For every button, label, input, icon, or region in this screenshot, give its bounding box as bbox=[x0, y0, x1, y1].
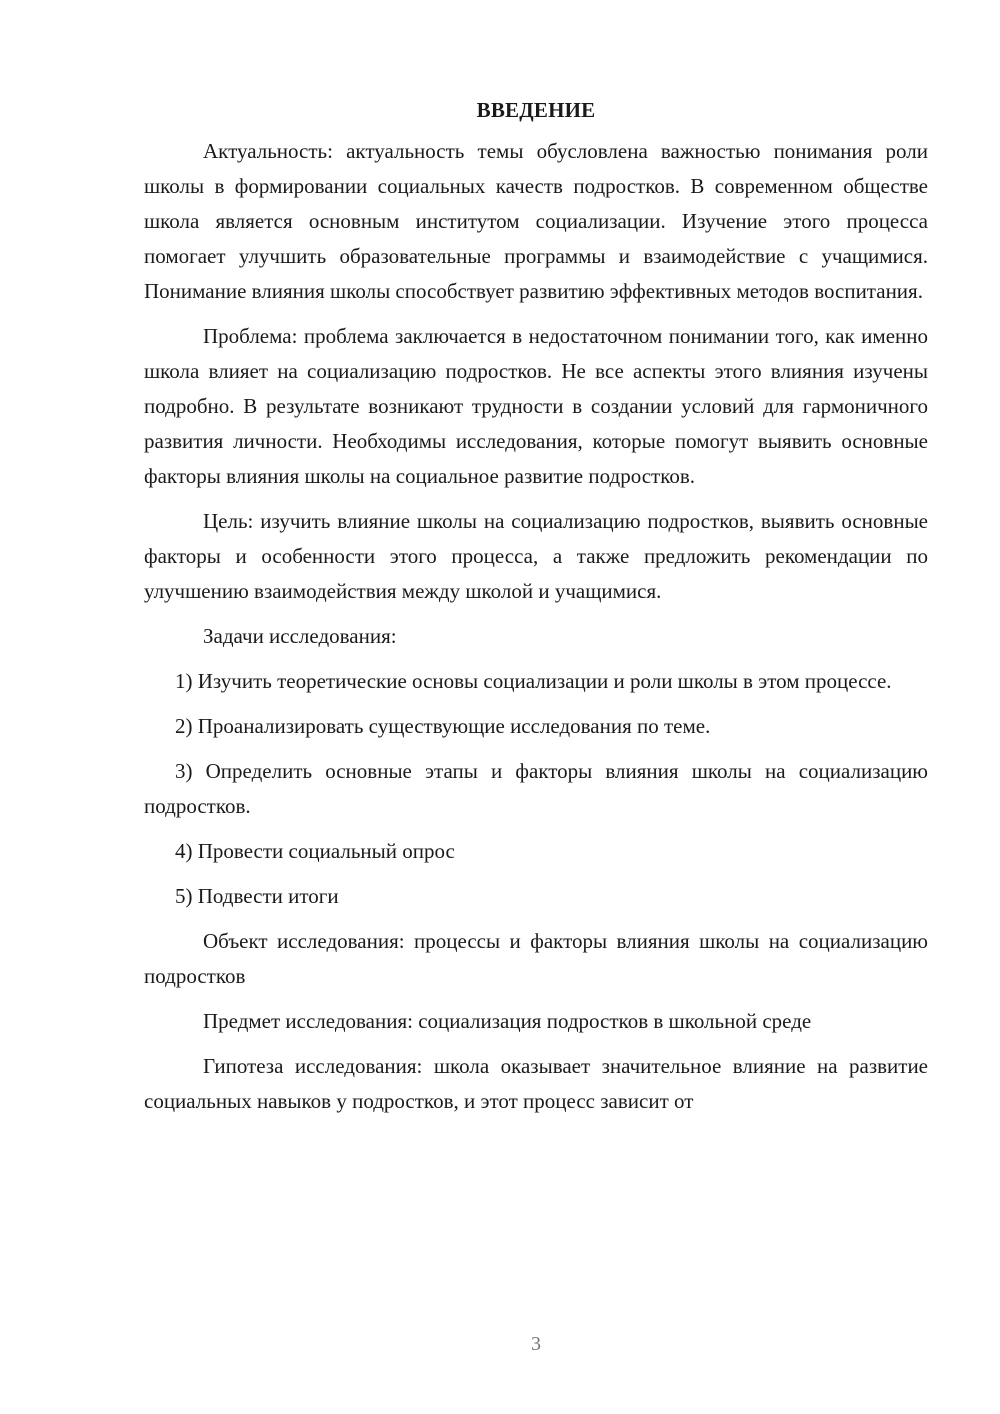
problem-paragraph: Проблема: проблема заключается в недостаточном понимании того, как именно школа влияет на социализацию подростков. Не все аспекты этого влияния изучены подробно. В результате возникают трудности в создании условий для гармоничного развития личности. Необходимы исследования, которые помогут выявить основные факторы влияния школы на социальное развитие подростков. bbox=[144, 324, 928, 488]
task-item-3: 3) Определить основные этапы и факторы влияния школы на социализацию подростков. bbox=[144, 759, 928, 818]
page-number: 3 bbox=[531, 1333, 541, 1355]
subject-paragraph: Предмет исследования: социализация подростков в школьной среде bbox=[203, 1009, 812, 1033]
section-heading: ВВЕДЕНИЕ bbox=[476, 98, 596, 122]
task-item-4: 4) Провести социальный опрос bbox=[175, 839, 455, 863]
goal-paragraph: Цель: изучить влияние школы на социализацию подростков, выявить основные факторы и особенности этого процесса, а также предложить рекомендации по улучшению взаимодействия между школой и учащимися. bbox=[144, 509, 928, 603]
tasks-title: Задачи исследования: bbox=[203, 624, 397, 648]
task-item-1: 1) Изучить теоретические основы социализации и роли школы в этом процессе. bbox=[175, 669, 892, 693]
task-item-2: 2) Проанализировать существующие исследования по теме. bbox=[175, 714, 711, 738]
object-paragraph: Объект исследования: процессы и факторы влияния школы на социализацию подростков bbox=[144, 929, 928, 988]
page-content bbox=[144, 93, 928, 1119]
task-item-5: 5) Подвести итоги bbox=[175, 884, 339, 908]
hypothesis-paragraph: Гипотеза исследования: школа оказывает значительное влияние на развитие социальных навыков у подростков, и этот процесс зависит от bbox=[144, 1054, 928, 1113]
relevance-paragraph: Актуальность: актуальность темы обусловлена важностью понимания роли школы в формировании социальных качеств подростков. В современном обществе школа является основным институтом социализации. Изучение этого процесса помогает улучшить образовательные программы и взаимодействие с учащимися. Понимание влияния школы способствует развитию эффективных методов воспитания. bbox=[144, 139, 928, 303]
